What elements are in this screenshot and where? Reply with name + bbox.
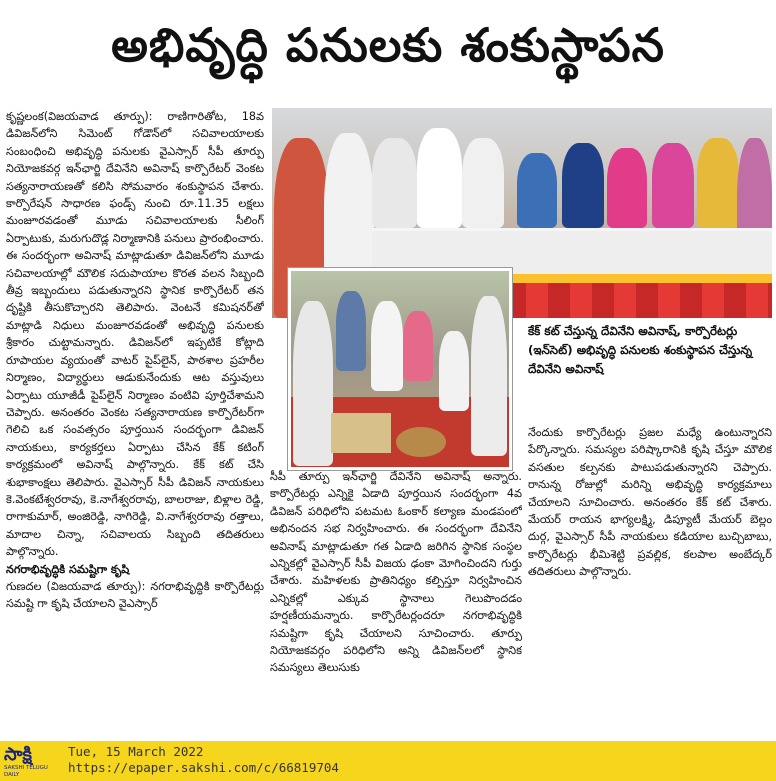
photo-figure (562, 143, 604, 228)
footer-url[interactable]: https://epaper.sakshi.com/c/66819704 (68, 760, 339, 775)
article-column-3 (528, 424, 772, 584)
logo-brand: సాక్షి (4, 744, 32, 765)
article-column-1 (6, 108, 264, 740)
photo-figure (471, 296, 507, 456)
photo-figure (607, 148, 647, 228)
photo-figure (336, 291, 366, 371)
article-paragraph: నేందుకు కార్పొరేటర్లు ప్రజల మధ్యే ఉంటున్నారని పేర్కొన్నారు. సమస్యల పరిష్కారానికి కృషి చేస్తూ మౌలిక వసతుల కల్పనకు పాటుపడుతున్నారని చెప్పారు. రానున్న రోజుల్లో మరిన్ని అభివృద్ధి కార్యక్రమాలు చేయాలని సూచించారు. అనంతరం కేక్ కట్ చేశారు. మేయర్ రాయన భాగ్యలక్ష్మి, డిప్యూటీ మేయర్ బెల్లం దుర్గ, వైఎస్సార్ సీపీ నాయకులు కడియాల బుచ్చిబాబు, కార్పొరేటర్లు భీమిశెట్టి ప్రవల్లిక, కలపాల అంబేద్కర్ తదితరులు పాల్గొన్నారు. (528, 426, 772, 579)
article-column-2 (270, 468, 522, 740)
photo-figure (652, 143, 694, 228)
photo-figure (372, 138, 417, 228)
article-paragraph-2: గుణదల (విజయవాడ తూర్పు): నగరాభివృద్ధికి కార్పొరేటర్లు సమష్టి గా కృషి చేయాలని వైఎస్సార్ (6, 579, 264, 611)
photo-figure (697, 138, 739, 228)
photo-figure (462, 138, 504, 228)
inset-photo (288, 268, 512, 470)
photo-coconuts (396, 427, 446, 457)
photo-figure (417, 128, 462, 228)
photo-figure (439, 331, 469, 411)
photo-caption: కేక్ కట్ చేస్తున్న దేవినేని అవినాష్, కార్పొరేటర్లు (ఇన్‌సెట్) అభివృద్ధి పనులకు శంకుస్థాపన చేస్తున్న దేవినేని అవినాష్ (528, 324, 753, 376)
article-subheading: నగరాభివృద్ధికి సమష్టిగా కృషి (6, 562, 130, 576)
photo-figure (403, 311, 433, 381)
photo-figure (517, 153, 557, 228)
article-paragraph: కృష్ణలంక(విజయవాడ తూర్పు): రాణిగారితోట, 18వ డివిజన్‌లోని సిమెంట్ గోడౌన్‌లో సచివాలయాలకు సంబంధించి అభివృద్ధి పనులకు వైఎస్సార్ సీపీ తూర్పు నియోజకవర్గ ఇన్‌ఛార్జి దేవినేని అవినాష్ కార్పొరేటర్ వెంకట సత్యనారాయణతో కలిసి సోమవారం శంకుస్థాపన చేశారు. కార్పొరేషన్ సాధారణ ఫండ్స్ నుంచి రూ.11.35 లక్షలు మంజూరవడంతో మూడు సచివాలయాలకు సీలింగ్ ఏర్పాటుకు, మరుగుదొడ్ల నిర్మాణానికి పనులు ప్రారంభించారు. ఈ సందర్భంగా అవినాష్ మాట్లాడుతూ డివిజన్‌లోని మూడు సచివాలయాల్లో మౌలిక సదుపాయాల కొరత వలన సిబ్బంది తీవ్ర ఇబ్బందులు పడుతున్నారని స్థానిక కార్పొరేటర్ తన దృష్టికి తీసుకొచ్చారని తెలిపారు. వెంటనే కమిషనర్‌తో మాట్లాడి నిధులు మంజూరవడంతో అభివృద్ధి పనులకు శ్రీకారం చుట్టామన్నారు. డివిజన్‌లో ఇప్పటికే కోట్లాది రూపాయల వ్యయంతో వాటర్ పైప్‌లైన్, పాఠశాల ప్రహరీల నిర్మాణం, విద్యార్థులు ఆడుకునేందుకు ఆట వస్తువులు ఏర్పాటు యూజీడీ పైప్‌లైన్ నిర్మాణం వంటివి పూర్తిచేశామని చెప్పారు. అనంతరం వెంకట సత్యనారాయణ కార్పొరేటర్‌గా గెలిచి ఒక సంవత్సరం పూర్తయిన సందర్భంగా డివిజన్ నాయకులు, కార్యకర్తలు ఏర్పాటు చేసిన కేక్ కటింగ్ కార్యక్రమంలో అవినాష్ పాల్గొన్నారు. కేక్ కట్ చేసి శుభాకాంక్షలు తెలిపారు. వైఎస్సార్ సీపీ డివిజన్ నాయకులు కె.వెంకటేశ్వరరావు, కె.నాగేశ్వరరావు, బాలరాజు, బిళ్లాల రెడ్డి, రాగాకుమార్, అంజిరెడ్డి, నాగిరెడ్డి, వి.నాగేశ్వరరావు రత్తాలు, మాదాల చిన్నా, సచివాలయ సిబ్బంది తదితరులు పాల్గొన్నారు. (6, 110, 264, 559)
sakshi-logo (4, 745, 64, 777)
footer-date: Tue, 15 March 2022 (68, 744, 204, 759)
photo-figure (371, 301, 403, 391)
photo-figure (293, 301, 333, 466)
logo-subtitle: SAKSHI TELUGU DAILY (4, 765, 48, 778)
headline: అభివృద్ధి పనులకు శంకుస్థాపన (111, 18, 665, 72)
photo-offering-tray (331, 413, 391, 453)
article-paragraph: సీపీ తూర్పు ఇన్‌ఛార్జి దేవినేని అవినాష్ అన్నారు. కార్పొరేటర్లు ఎన్నికై ఏడాది పూర్తయిన సందర్భంగా 4వ డివిజన్ పరిధిలోని పటమట ఓంకార్ కల్యాణ మండపంలో అభినందన సభ నిర్వహించారు. ఈ సందర్భంగా దేవినేని అవినాష్ మాట్లాడుతూ గత ఏడాది జరిగిన స్థానిక సంస్థల ఎన్నికల్లో వైఎస్సార్ సీపీ విజయ ఢంకా మోగించిందని గుర్తు చేశారు. మహిళలకు ప్రాతినిధ్యం కల్పిస్తూ నిర్వహించిన ఎన్నికల్లో ఎక్కువ స్థానాలు గెలుపొందడం హర్షణీయమన్నారు. కార్పొరేటర్లందరూ నగరాభివృద్ధికి సమష్టిగా కృషి చేయాలని సూచించారు. తూర్పు నియోజకవర్గం పరిధిలోని అన్ని డివిజన్‌లలో స్థానిక సమస్యలు తెలుసుకు (270, 470, 522, 675)
